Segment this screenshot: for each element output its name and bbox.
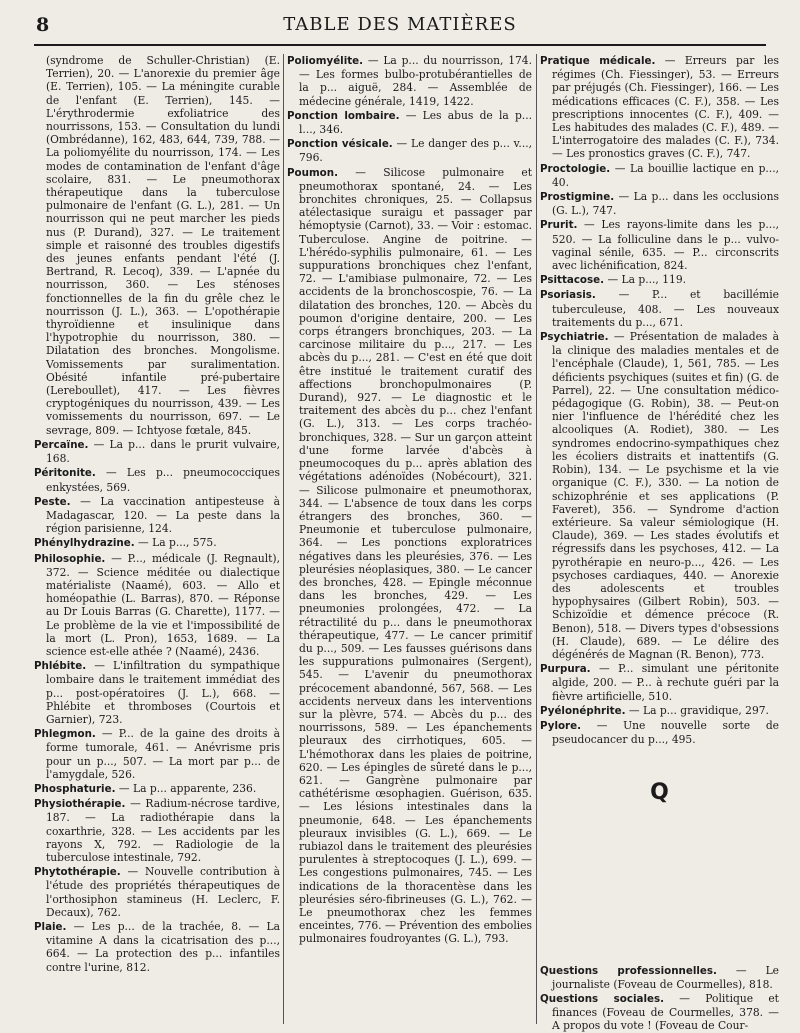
- index-entry: [540, 662, 779, 703]
- index-entry: [540, 162, 779, 189]
- index-entry: [34, 438, 280, 465]
- index-entry: [34, 552, 280, 659]
- entry-headword: Prostigmine.: [540, 191, 615, 204]
- index-entry: [540, 54, 779, 161]
- entry-headword: Psoriasis.: [540, 289, 596, 302]
- entry-headword: Pylore.: [540, 719, 582, 732]
- entry-headword: Pratique médicale.: [540, 55, 656, 67]
- page-header: [0, 0, 800, 44]
- entry-headword: Psittacose.: [540, 274, 605, 287]
- entry-headword: Ponction vésicale.: [287, 138, 393, 151]
- header-rule: [34, 44, 766, 46]
- entry-text: — P... et bacillémie tuberculeuse, 408. — Les nouveaux traitements du p..., 671.: [552, 288, 779, 329]
- index-entry: [34, 659, 280, 726]
- index-entry: [34, 920, 280, 974]
- index-column-3: [540, 54, 780, 1033]
- entry-text: — La vaccination antipesteuse à Madagascar, 120. — La peste dans la région parisienne, 124.: [46, 494, 280, 536]
- entry-headword: Péritonite.: [34, 467, 96, 480]
- entry-text: — La p..., 119.: [607, 273, 687, 287]
- index-entry: [540, 190, 779, 217]
- page-title: TABLE DES MATIÈRES: [283, 14, 517, 35]
- entry-text: — La p... dans les occlusions (G. L.), 747.: [552, 190, 779, 218]
- entry-text: — Nouvelle contribution à l'étude des propriétés thérapeutiques de l'orthosiphon stamineus (H. Leclerc, F. Decaux), 762.: [46, 865, 281, 919]
- index-entry: [34, 466, 280, 493]
- page-number: 8: [36, 14, 50, 36]
- entry-text: (syndrome de Schuller-Christian) (E. Terrien), 20. — L'anorexie du premier âge (E. Terrien), 105. — La méningite curable de l'enfant (E. Terrien), 145. — L'érythrodermie exfoliatrice des nourrissons, 153. — Consultation du lundi (Ombrédanne), 162, 483, 644, 739, 788. — La poliomyélite du nourrisson, 174. — Les modes de contamination de l'enfant d'âge scolaire, 831. — Le pneumothorax thérapeutique dans la tuberculose pulmonaire de l'enfant (G. L.), 281. — Un nourrisson qui ne peut marcher les pieds nus (P. Durand), 327. — Le traitement simple et raisonné des troubles digestifs des jeunes enfants pendant l'été (J. Bertrand, R. Lecoq), 339. — L'apnée du nourrisson, 360. — Les sténoses fonctionnelles de la fin du grêle chez le nourrisson (J. L.), 363. — L'opothérapie thyroïdienne et insulinique dans l'hypotrophie du nourrisson, 380. — Dilatation des bronches. Mongolisme. Vomissements par suralimentation. Obésité infantile pré-pubertaire (Lereboullet), 417. — Les fièvres cryptogéniques du nourrisson, 439. — Les vomissements du nourrisson, 697. — Le sevrage, 809. — Ichtyose fœtale, 845.: [46, 54, 280, 437]
- entry-headword: Phosphaturie.: [34, 782, 116, 795]
- entry-text: — Les p... de la trachée, 8. — La vitamine A dans la cicatrisation des p..., 664. — La protection des p... infantiles contre l'urine, 812.: [46, 920, 280, 974]
- entry-headword: Prurit.: [540, 219, 578, 232]
- entry-text: — La bouillie lactique en p..., 40.: [552, 161, 779, 189]
- entry-headword: Peste.: [34, 495, 71, 508]
- entry-headword: Poumon.: [287, 166, 338, 179]
- entry-text: — Les p... pneumococciques enkystées, 569.: [46, 466, 280, 494]
- entry-headword: Proctologie.: [540, 162, 611, 175]
- entry-headword: Ponction lombaire.: [287, 109, 400, 122]
- index-entry: [287, 166, 532, 946]
- entry-text: — Politique et finances (Foveau de Courmelles, 378. — A propos du vote ! (Foveau de Cour-: [552, 991, 779, 1033]
- entry-text: — Une nouvelle sorte de pseudocancer du p..., 495.: [552, 718, 780, 747]
- entry-text: — Les rayons-limite dans les p..., 520. — La folliculine dans le p... vulvo-vaginal sénile, 635. — P... circonscrits avec lichénification, 824.: [552, 218, 779, 273]
- entry-text: — Erreurs par les régimes (Ch. Fiessinger), 53. — Erreurs par préjugés (Ch. Fiessinger), 166. — Les médications efficaces (C. F.), 358. — Les prescriptions innocentes (C. F.), 409. — Les habitudes des malades (C. F.), 489. — L'interrogatoire des malades (C. F.), 734. — Les pronostics graves (C. F.), 747.: [552, 54, 779, 161]
- index-entry: [287, 137, 532, 164]
- index-column-2: [287, 54, 532, 1024]
- column-separator: [536, 54, 537, 1024]
- entry-headword: Phlébite.: [34, 660, 87, 673]
- index-entry: [540, 719, 779, 746]
- entry-text: — P... de la gaine des droits à forme tumorale, 461. — Anévrisme pris pour un p..., 507. — La mort par p... de l'amygdale, 526.: [46, 727, 280, 781]
- entry-headword: Phlegmon.: [34, 728, 96, 741]
- index-entry: [34, 495, 280, 536]
- entry-headword: Phytothérapie.: [34, 866, 121, 879]
- entry-text: — Le danger des p... v..., 796.: [299, 137, 533, 165]
- index-entry: [287, 54, 532, 108]
- entry-text: — Radium-nécrose tardive, 187. — La radiothérapie dans la coxarthrie, 328. — Les accidents par les rayons X, 792. — Radiologie de la tuberculose intestinale, 792.: [46, 797, 280, 864]
- entry-text: — P..., médicale (J. Regnault), 372. — Science méditée ou dialectique matérialiste (Naamé), 603. — Allo et homéopathie (L. Barras), 870. — Réponse au Dr Louis Barras (G. Charette), 1177. — Le problème de la vie et l'impossibilité de la mort (L. Pron), 1653, 1689. — La science est-elle athée ? (Naamé), 2436.: [46, 551, 280, 658]
- index-entry: [34, 797, 280, 864]
- index-column-1: [34, 54, 280, 1024]
- entry-text: — La p... dans le prurit vulvaire, 168.: [46, 437, 280, 466]
- index-entry: [287, 109, 532, 136]
- entry-headword: Physiothérapie.: [34, 798, 126, 811]
- index-entry: [540, 704, 779, 718]
- entry-headword: Poliomyélite.: [287, 55, 364, 67]
- index-entry: [540, 288, 779, 329]
- column-separator: [283, 54, 284, 1024]
- entry-headword: Philosophie.: [34, 552, 106, 565]
- entry-headword: Psychiatrie.: [540, 331, 609, 344]
- index-entry: [540, 273, 779, 287]
- entry-headword: Pyélonéphrite.: [540, 704, 626, 717]
- index-entry: [540, 992, 779, 1033]
- entry-text: — La p..., 575.: [138, 536, 217, 550]
- entry-headword: Purpura.: [540, 663, 591, 676]
- index-entry: [34, 727, 280, 781]
- entry-headword: Plaie.: [34, 921, 67, 933]
- index-entry: [540, 218, 779, 272]
- entry-text: — P... simulant une péritonite algide, 200. — P... à rechute guéri par la fièvre artificielle, 510.: [552, 662, 779, 703]
- column-3-entries: [540, 54, 779, 746]
- q-entries: [540, 964, 779, 1033]
- entry-headword: Questions professionnelles.: [540, 964, 717, 977]
- index-entry: [540, 964, 779, 991]
- entry-headword: Questions sociales.: [540, 992, 664, 1005]
- entry-text: — Les abus de la p... l..., 346.: [299, 108, 532, 137]
- entry-text: — Le journaliste (Foveau de Courmelles), 818.: [552, 963, 779, 991]
- entry-text: — L'infiltration du sympathique lombaire dans le traitement immédiat des p... post-opératoires (J. L.), 668. — Phlébite et thromboses (Courtois et Garnier), 723.: [46, 659, 281, 726]
- section-letter: Q: [650, 780, 669, 806]
- entry-headword: Phénylhydrazine.: [34, 537, 135, 550]
- entry-text: — Silicose pulmonaire et pneumothorax spontané, 24. — Les bronchites chroniques, 25. — Collapsus atélectasique suraigu et passager par hémoptysie (Carnot), 33. — Voir : estomac. Tuberculose. Angine de poitrine. — L'hérédo-syphilis pulmonaire, 61. — Les suppurations bronchiques chez l'enfant, 72. — L'amibiase pulmonaire, 72. — Les accidents de la bronchoscospie, 76. — La dilatation des bronches, 120. — Abcès du poumon d'origine dentaire, 200. — Les corps étrangers bronchiques, 203. — La carcinose militaire du p..., 217. — Les abcès du p..., 281. — C'est en été que doit être institué le traitement curatif des affections bronchopulmonaires (P. Durand), 927. — Le diagnostic et le traitement des abcès du p... chez l'enfant (G. L.), 313. — Les corps trachéo-bronchiques, 328. — Sur un garçon atteint d'une forme larvée d'abcès à pneumocoques du p... après ablation des végétations adénoïdes (Nobécourt), 321. — Silicose pulmonaire et pneumothorax, 344. — L'absence de toux dans les corps étrangers des bronches, 360. — Pneumonie et tuberculose pulmonaire, 364. — Les ponctions exploratrices négatives dans les pleurésies, 376. — Les pleurésies néoplasiques, 380. — Le cancer des bronches, 428. — Epingle méconnue dans les bronches, 429. — Les pneumonies prolongées, 472. — La rétractilité du p... dans le pneumothorax thérapeutique, 477. — Le cancer primitif du p..., 509. — Les fausses guérisons dans les suppurations pulmonaires (Sergent), 545. — L'avenir du pneumothorax précocement abandonné, 567, 568. — Les accidents nerveux dans les interventions sur la plèvre, 574. — Abcès du p... des nourrissons, 589. — Les épanchements pleuraux des cirrhotiques, 605. — L'hémothorax dans les plaies de poitrine, 620. — Les épingles de sûreté dans le p..., 621. — Gangrène pulmonaire par cathétérisme œsophagien. Guérison, 635. — Les lésions intestinales dans la pneumonie, 648. — Les épanchements pleuraux invisibles (G. L.), 669. — Le rubiazol dans le traitement des pleurésies purulentes à streptocoques (J. L.), 699. — Les congestions pulmonaires, 745. — Les indications de la thoracentèse dans les pleurésies séro-fibrineuses (G. L.), 762. — Le pneumothorax chez les femmes enceintes, 776. — Prévention des embolies pulmonaires foudroyantes (G. L.), 793.: [299, 165, 532, 946]
- index-entry: [540, 330, 779, 661]
- blank-space: [540, 844, 779, 964]
- entry-text: — La p... apparente, 236.: [118, 781, 257, 795]
- index-entry: [34, 865, 280, 919]
- entry-headword: Percaïne.: [34, 438, 89, 451]
- entry-text: — La p... gravidique, 297.: [628, 703, 769, 717]
- entry-text: — Présentation de malades à la clinique des maladies mentales et de l'encéphale (Claude), 1, 561, 785. — Les déficients psychiques (suites et fin) (G. de Parrel), 22. — Une consultation médico-pédagogique (G. Robin), 38. — Peut-on nier l'influence de l'hérédité chez les alcooliques (A. Rodiet), 380. — Les syndromes endocrino-sympathiques chez les écoliers distraits et inattentifs (G. Robin), 134. — Le psychisme et la vie organique (C. F.), 330. — La notion de schizophrénie et ses applications (P. Faveret), 356. — Syndrome d'action extérieure. Sa valeur sémiologique (H. Claude), 369. — Les stades évolutifs et régressifs dans les psychoses, 412. — La pyrothérapie en neuro-p..., 426. — Les psychoses cardiaques, 440. — Anorexie des adolescents et troubles hypophysaires (Gilbert Robin), 503. — Schizoïdie et démence précoce (R. Benon), 518. — Divers types d'obsessions (H. Claude), 689. — Le délire des dégénérés de Magnan (R. Benon), 773.: [552, 330, 780, 661]
- index-entry: [34, 536, 280, 550]
- index-entry: [34, 782, 280, 796]
- entry-text: — La p... du nourrisson, 174. — Les formes bulbo-protubérantielles de la p... aiguë, 284. — Assemblée de médecine générale, 1419, 1422.: [299, 54, 533, 108]
- index-entry: [34, 54, 280, 437]
